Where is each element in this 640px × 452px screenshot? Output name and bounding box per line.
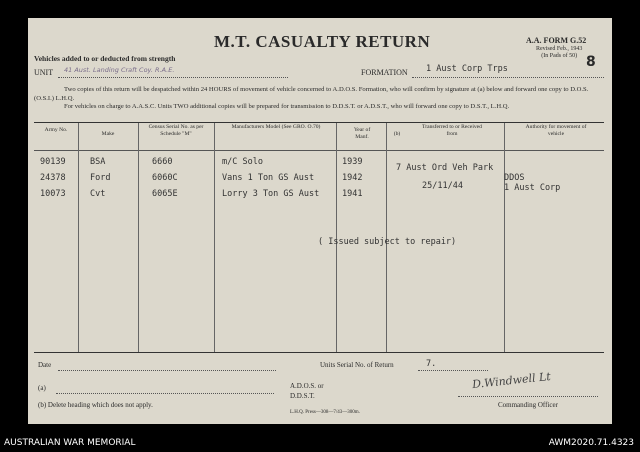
column-divider: [78, 123, 79, 352]
header-b: (b): [393, 131, 401, 137]
form-revised: Revised Feb., 1943: [536, 46, 583, 52]
formation-label: FORMATION: [361, 68, 408, 77]
form-subtitle: Vehicles added to or deducted from strength: [34, 54, 176, 63]
authority-line-1: DDOS: [504, 173, 525, 183]
row-3-year: 1941: [342, 189, 363, 199]
formation-value: 1 Aust Corp Trps: [426, 64, 508, 74]
transferred-date: 25/11/44: [422, 181, 463, 191]
row-2-census: 6060C: [152, 173, 178, 183]
formation-line: [412, 77, 604, 78]
instructions-para-2: For vehicles on charge to A.A.S.C. Units TWO additional copies will be prepared for transmission to D.D.S.T. or A.D.S.T., who will forward one copy to D.S.T., L.H.Q.: [64, 103, 510, 111]
serial-line: [418, 370, 488, 371]
a-line: [56, 393, 274, 394]
header-army-no: Army No.: [44, 127, 68, 133]
header-make: Make: [101, 131, 115, 137]
page-title: M.T. CASUALTY RETURN: [214, 32, 431, 51]
form-code: A.A. FORM G.52: [526, 36, 587, 45]
row-3-census: 6065E: [152, 189, 178, 199]
header-model: Manufacturers Model (See GRO. O.70): [231, 124, 321, 130]
a-label: (a): [38, 384, 46, 392]
serial-value: 7.: [426, 359, 437, 369]
vehicle-table: [34, 122, 604, 353]
row-2-year: 1942: [342, 173, 363, 183]
instructions: [34, 86, 604, 112]
form-sheet: [28, 18, 612, 424]
row-1-model: m/C Solo: [222, 157, 263, 167]
form-number: 8: [586, 54, 596, 70]
transferred-value: 7 Aust Ord Veh Park: [396, 163, 494, 173]
instructions-para-1: Two copies of this return will be despatched within 24 HOURS of movement of vehicle concerned to A.D.O.S. Formation, who will confirm by signature at (a) below and forward one copy to D.O.S. (O.S.I.) L.H.Q.: [34, 86, 589, 102]
column-divider: [214, 123, 215, 352]
row-2-model: Vans 1 Ton GS Aust: [222, 173, 315, 183]
date-label: Date: [38, 361, 52, 369]
print-line: L.H.Q. Press—308—7/43—300m.: [290, 410, 360, 415]
header-authority: Authority for movement of vehicle: [525, 124, 587, 137]
date-line: [58, 370, 276, 371]
row-1-make: BSA: [90, 157, 106, 167]
column-divider: [504, 123, 505, 352]
table-note: ( Issued subject to repair): [318, 237, 457, 247]
form-revision: [536, 46, 582, 60]
commanding-officer-label: Commanding Officer: [498, 401, 558, 409]
authority-line-2: 1 Aust Corp: [504, 183, 561, 193]
row-3-army-no: 10073: [40, 189, 66, 199]
ddst-label: D.D.S.T.: [290, 392, 315, 400]
row-3-make: Cvt: [90, 189, 106, 199]
unit-label: UNIT: [34, 68, 54, 77]
header-year: Year of Manf.: [353, 127, 371, 140]
serial-label: Units Serial No. of Return: [320, 361, 394, 369]
column-divider: [138, 123, 139, 352]
delete-note: (b) Delete heading which does not apply.: [38, 401, 153, 409]
row-3-model: Lorry 3 Ton GS Aust: [222, 189, 320, 199]
row-2-make: Ford: [90, 173, 111, 183]
header-transferred: Transferred to or Received from: [422, 124, 482, 137]
row-1-census: 6660: [152, 157, 173, 167]
header-census: Census Serial No. as per Schedule "M": [148, 124, 204, 137]
row-1-army-no: 90139: [40, 157, 66, 167]
caption-right: AWM2020.71.4323: [548, 438, 634, 448]
row-2-army-no: 24378: [40, 173, 66, 183]
row-1-year: 1939: [342, 157, 363, 167]
unit-line: [58, 77, 288, 78]
signature-line: [458, 396, 598, 397]
signature: D.Windwell Lt: [471, 369, 552, 392]
form-pads: (In Pads of 50): [541, 53, 578, 59]
ados-label: A.D.O.S. or: [290, 382, 324, 390]
unit-value: 41 Aust. Landing Craft Coy. R.A.E.: [64, 66, 175, 74]
caption-left: AUSTRALIAN WAR MEMORIAL: [4, 438, 136, 448]
